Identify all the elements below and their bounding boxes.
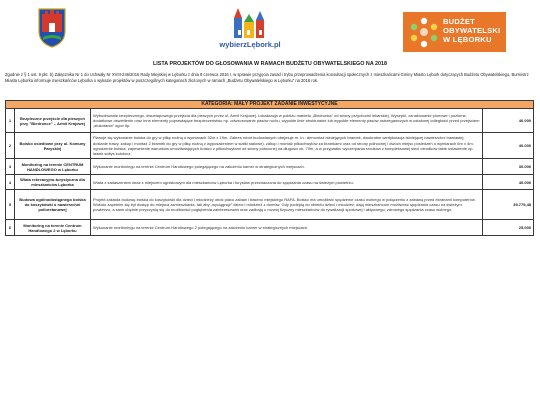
coat-of-arms-icon (37, 7, 67, 48)
document-title: LISTA PROJEKTÓW DO GŁOSOWANIA W RAMACH BUDŻETU OBYWATELSKIEGO NA 2018 (153, 61, 387, 67)
row-number: 5 (6, 190, 15, 220)
row-number: 4 (6, 175, 15, 190)
wybierz-lebork-logo (212, 6, 288, 52)
project-name: Bezpieczne przejście dla pieszych przy "Biedronce" – Armii Krajowej (15, 109, 91, 133)
project-amount: 40.000 (483, 109, 534, 133)
project-amount: 39.779,48 (483, 190, 534, 220)
people-circle-icon (406, 14, 442, 50)
town-skyline-icon (212, 6, 288, 40)
table-row (6, 159, 534, 175)
project-description: Wiata z zadaszeniem wraz z miejscem ogniskowym dla mieszkańców Lęborka i turystów przeznaczona do spędzania czasu na świeżym powietrzu. (91, 175, 483, 190)
project-amount: 40.000 (483, 133, 534, 159)
project-description: Projekt zakłada budowę boiska do koszykówki dla dzieci i młodzieży obok placu zabaw i basenu miejskiego RAFA. Boisko ma umożliwić spędzenie czasu wolnego w połączeniu z zabawą przed ekranami komputerów. Wokoło zapełnim się był dostęp do miejsca zamieszkania, tak aby „wyciągnąć” dzieci i młodzież z domów. Gdy podejdą do obiektu dzieci i młodzież, dają mieszkańcom możliwość spędzania czasu na świeżym powietrzu, a sami chętnie przyczynią się do możliwości pogłębienia zainteresowań oraz zadbają o rozwój fizyczny mieszkańców do rywalizacji sportowej i aktywnego, zdrowego spędzania czasu wolnego. (91, 190, 483, 220)
logo-text: wybierzLębork.pl (219, 40, 281, 49)
category-label: KATEGORIA: MAŁY PROJEKT ZADANIE INWESTYCYJNE (6, 101, 534, 109)
row-number: 2 (6, 133, 15, 159)
project-description: Wykonanie monitoringu na terenie Centrum Handlowego polegającego na założeniu kamer w strategicznych miejscach. (91, 159, 483, 175)
project-name: Wiata rekreacyjno-turystyczna dla mieszkańców Lęborka (15, 175, 91, 190)
table-row (6, 133, 534, 159)
projects-table (5, 100, 534, 236)
row-number: 3 (6, 159, 15, 175)
budget-logo-text: BUDŻET OBYWATELSKI W LĘBORKU (443, 17, 501, 44)
table-row (6, 175, 534, 190)
project-amount: 40.000 (483, 175, 534, 190)
table-row (6, 220, 534, 236)
project-amount: 30.000 (483, 159, 534, 175)
intro-paragraph: Zgodnie z § 1 ust. 9 pkt. b) Załącznika Nr 1 do Uchwały Nr XVIII-246/2016 Rady Miejskiej w Lęborku z dnia 9 czerwca 2016 r. w sprawie przyjęcia zasad i trybu przeprowadzenia konsultacji społecznych z mieszkańcami Gminy Miasto Lębork dotyczących Budżetu Obywatelskiego, Burmistrz Miasta Lęborka informuje mieszkańców Lęborka o wykazie projektów w poszczególnych kategoriach złożonych w ramach „Budżetu Obywatelskiego w Lęborku” na 2018 rok. (5, 72, 529, 83)
project-name: Monitoring na terenie CENTRUM HANDLOWEGO w Lęborku (15, 159, 91, 175)
project-description: Planuje się wykonanie boiska do gry w piłkę nożną o wymiarach 32m x 19m. Zakres robót budowlanych obejmuje m. in.: demontaż istniejących bramek, dwukrotne wertykulacja istniejącej nawierzchni trawiastej, dosianie trawy, zakup i montaż 2 bramek do gry w piłkę nożną z wyposażeniem w siatki stalowe), zakup i montaż piłkochwytów za bramkami oraz od strony północnej i dwóch miejsc posiedzeń o wymiarach 6m x 4m, ogrodzenie boiska, zapewnienie warunków umożliwiających boisko z piłkochwytami od strony północnej na długości ok. 70m, a w przypadku wyczerpania środków z kompleksowej sieci ośrodków takie ustawienie np. ławek sołtys kołotocz. (91, 133, 483, 159)
row-number: 1 (6, 109, 15, 133)
table-row (6, 109, 534, 133)
project-name: Boisko osiedlowe przy ul. Komuny Paryskiej (15, 133, 91, 159)
project-name: Budowa ogólnodostępnego boiska do koszykówki o nawierzchni poliuretanowej (15, 190, 91, 220)
project-description: Wykonanie monitoringu na terenie Centrum Handlowego 2 polegającego na założeniu kamer w strategicznych miejscach. (91, 220, 483, 236)
project-description: Wybudowanie bezpiecznego, dwuetapowego przejścia dla pieszych przez ul. Armii Krajowej. Lokalizacja w pobliżu marketu „Biedronka” od strony przychodni lekarskiej. Wysepki, oznakowanie pionowe i poziome, dodatkowe oświetlenie oraz inne elementy poprawiające bezpieczeństwo np. odwzorowanie pasów ruchu, wypukłe linie strukturalne lub wypukłe elementy pasów ostrzegawczych w ustalonej odległości przed przejściem „stukotania” ogon itp. (91, 109, 483, 133)
table-row (6, 190, 534, 220)
project-name: Monitoring na terenie Centrum Handlowego 2 w Lęborku (15, 220, 91, 236)
document-header (0, 0, 540, 58)
budzet-obywatelski-logo (403, 12, 506, 52)
category-row (6, 101, 534, 109)
project-amount: 25.000 (483, 220, 534, 236)
row-number: 6 (6, 220, 15, 236)
